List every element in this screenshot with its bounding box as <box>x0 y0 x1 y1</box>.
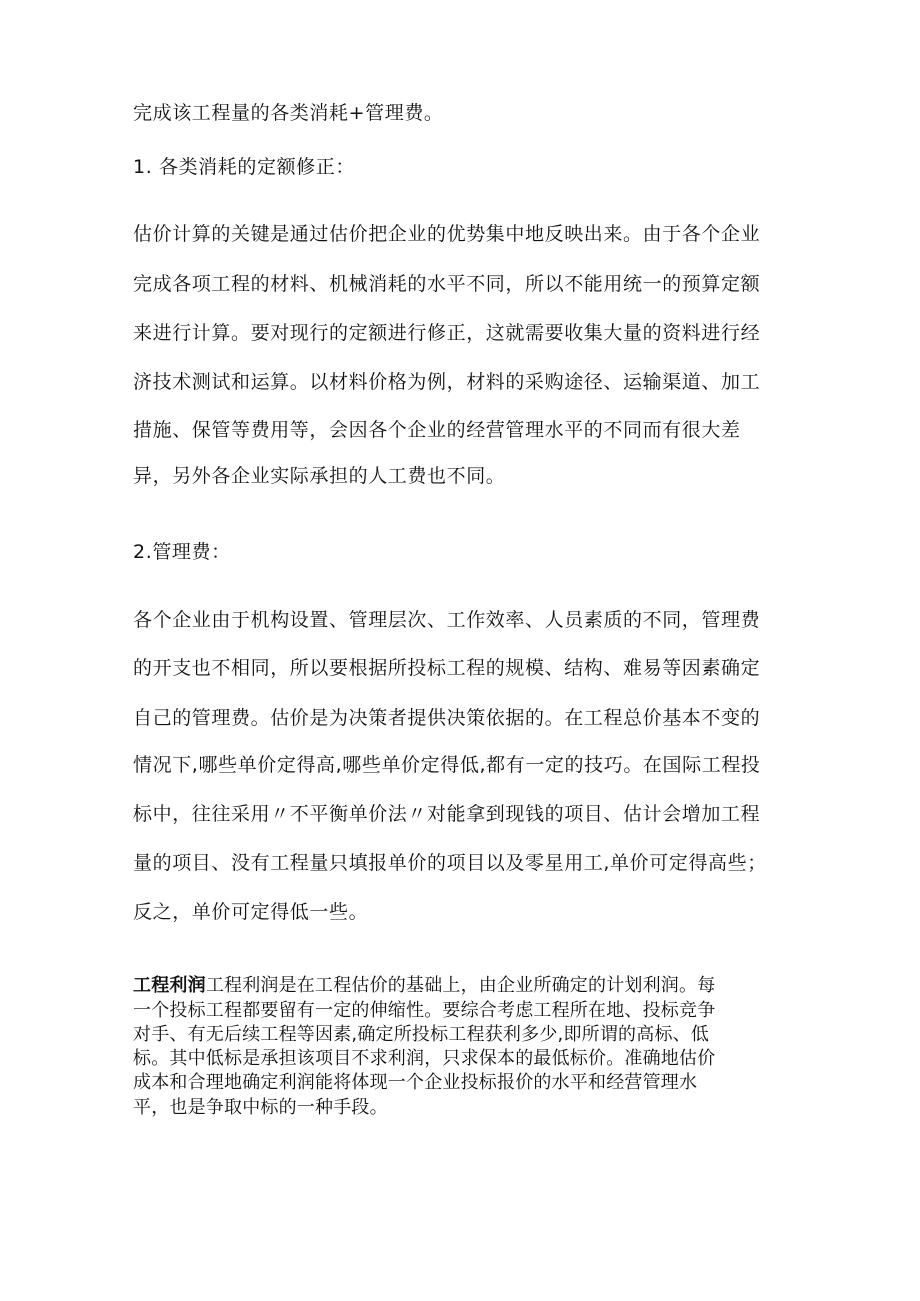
section1-line-2: 完成各项工程的材料、机械消耗的水平不同，所以不能用统一的预算定额 <box>133 273 761 295</box>
section3-line-2: 一个投标工程都要留有一定的伸缩性。要综合考虑工程所在地、投标竞争 <box>133 1000 716 1021</box>
section3-line-5: 成本和合理地确定利润能将体现一个企业投标报价的水平和经营管理水 <box>133 1072 698 1093</box>
section2-heading: 2.管理费： <box>133 541 231 563</box>
section2-line-7: 反之，单价可定得低一些。 <box>133 901 369 923</box>
section1-line-4: 济技术测试和运算。以材料价格为例，材料的采购途径、运输渠道、加工 <box>133 371 761 393</box>
section2-line-5: 标中，往往采用〃不平衡单价法〃对能拿到现钱的项目、估计会增加工程 <box>133 803 761 825</box>
section1-line-3: 来进行计算。要对现行的定额进行修正，这就需要收集大量的资料进行经 <box>133 322 761 344</box>
section2-line-1: 各个企业由于机构设置、管理层次、工作效率、人员素质的不同，管理费 <box>133 609 761 631</box>
section2-line-4: 情况下,哪些单价定得高,哪些单价定得低,都有一定的技巧。在国际工程投 <box>133 754 761 776</box>
section1-line-5: 措施、保管等费用等，会因各个企业的经营管理水平的不同而有很大差 <box>133 419 741 441</box>
intro-line: 完成该工程量的各类消耗+管理费。 <box>133 102 444 124</box>
section2-line-3: 自己的管理费。估价是为决策者提供决策依据的。在工程总价基本不变的 <box>133 707 761 729</box>
section3-first-line-text: 工程利润是在工程估价的基础上，由企业所确定的计划利润。每 <box>205 975 716 996</box>
section3-first-line <box>133 974 715 998</box>
section1-line-6: 异，另外各企业实际承担的人工费也不同。 <box>133 465 506 487</box>
section3-heading: 工程利润 <box>133 975 206 996</box>
section2-line-2: 的开支也不相同，所以要根据所投标工程的规模、结构、难易等因素确定 <box>133 657 761 679</box>
section3-line-4: 标。其中低标是承担该项目不求利润，只求保本的最低标价。准确地估价 <box>133 1048 716 1069</box>
section1-heading: 1. 各类消耗的定额修正： <box>133 156 355 178</box>
section3-line-6: 平，也是争取中标的一种手段。 <box>133 1097 388 1118</box>
section2-line-6: 量的项目、没有工程量只填报单价的项目以及零星用工,单价可定得高些； <box>133 852 767 874</box>
section1-line-1: 估价计算的关键是通过估价把企业的优势集中地反映出来。由于各个企业 <box>133 223 761 245</box>
section3-line-3: 对手、有无后续工程等因素,确定所投标工程获利多少,即所谓的高标、低 <box>133 1024 710 1045</box>
